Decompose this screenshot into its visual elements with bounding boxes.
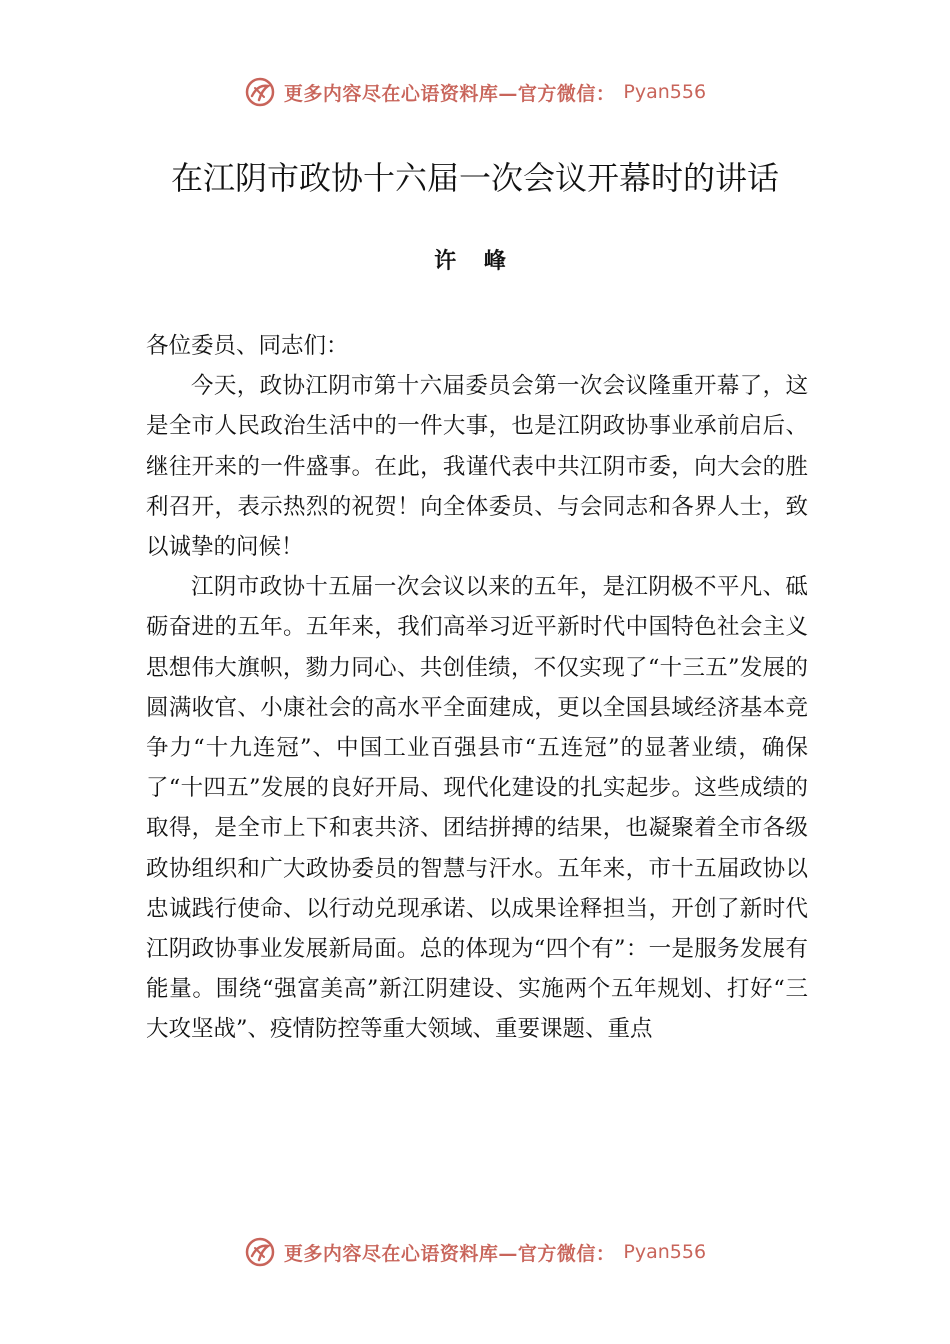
salutation: 各位委员、同志们：: [146, 333, 349, 359]
document-title: 在江阴市政协十六届一次会议开幕时的讲话: [170, 159, 779, 197]
watermark-banner-bottom: [0, 1232, 950, 1272]
paragraph-2: 江阴市政协十五届一次会议以来的五年，是江阴极不平凡、砥砺奋进的五年。五年来，我们高举习近平新时代中国特色社会主义思想伟大旗帜，勠力同心、共创佳绩，不仅实现了“十三五”发展的圆满收官、小康社会的高水平全面建成，更以全国县域经济基本竞争力“十九连冠”、中国工业百强县市“五连冠”的显著业绩，确保了“十四五”发展的良好开局、现代化建设的扎实起步。这些成绩的取得，是全市上下和衷共济、团结拼搏的结果，也凝聚着全市各级政协组织和广大政协委员的智慧与汗水。五年来，市十五届政协以忠诚践行使命、以行动兑现承诺、以成果诠释担当，开创了新时代江阴政协事业发展新局面。总的体现为“四个有”：一是服务发展有能量。围绕“强富美高”新江阴建设、实施两个五年规划、打好“三大攻坚战”、疫情防控等重大领域、重要课题、重点: [146, 574, 808, 1043]
watermark-wechat-id: Pyan556: [623, 1241, 707, 1263]
watermark-text: 更多内容尽在心语资料库—官方微信：: [283, 82, 616, 105]
watermark-banner-top: [0, 72, 950, 112]
paragraph-1: 今天，政协江阴市第十六届委员会第一次会议隆重开幕了，这是全市人民政治生活中的一件大事，也是江阴政协事业承前启后、继往开来的一件盛事。在此，我谨代表中共江阴市委，向大会的胜利召开，表示热烈的祝贺！向全体委员、与会同志和各界人士，致以诚挚的问候！: [146, 373, 808, 561]
watermark-wechat-id: Pyan556: [623, 81, 707, 103]
document-body: [146, 326, 808, 1050]
seal-logo-icon: [244, 1236, 276, 1268]
watermark-text: 更多内容尽在心语资料库—官方微信：: [283, 1242, 616, 1265]
document-author: 许 峰: [434, 248, 516, 274]
seal-logo-icon: [244, 76, 276, 108]
